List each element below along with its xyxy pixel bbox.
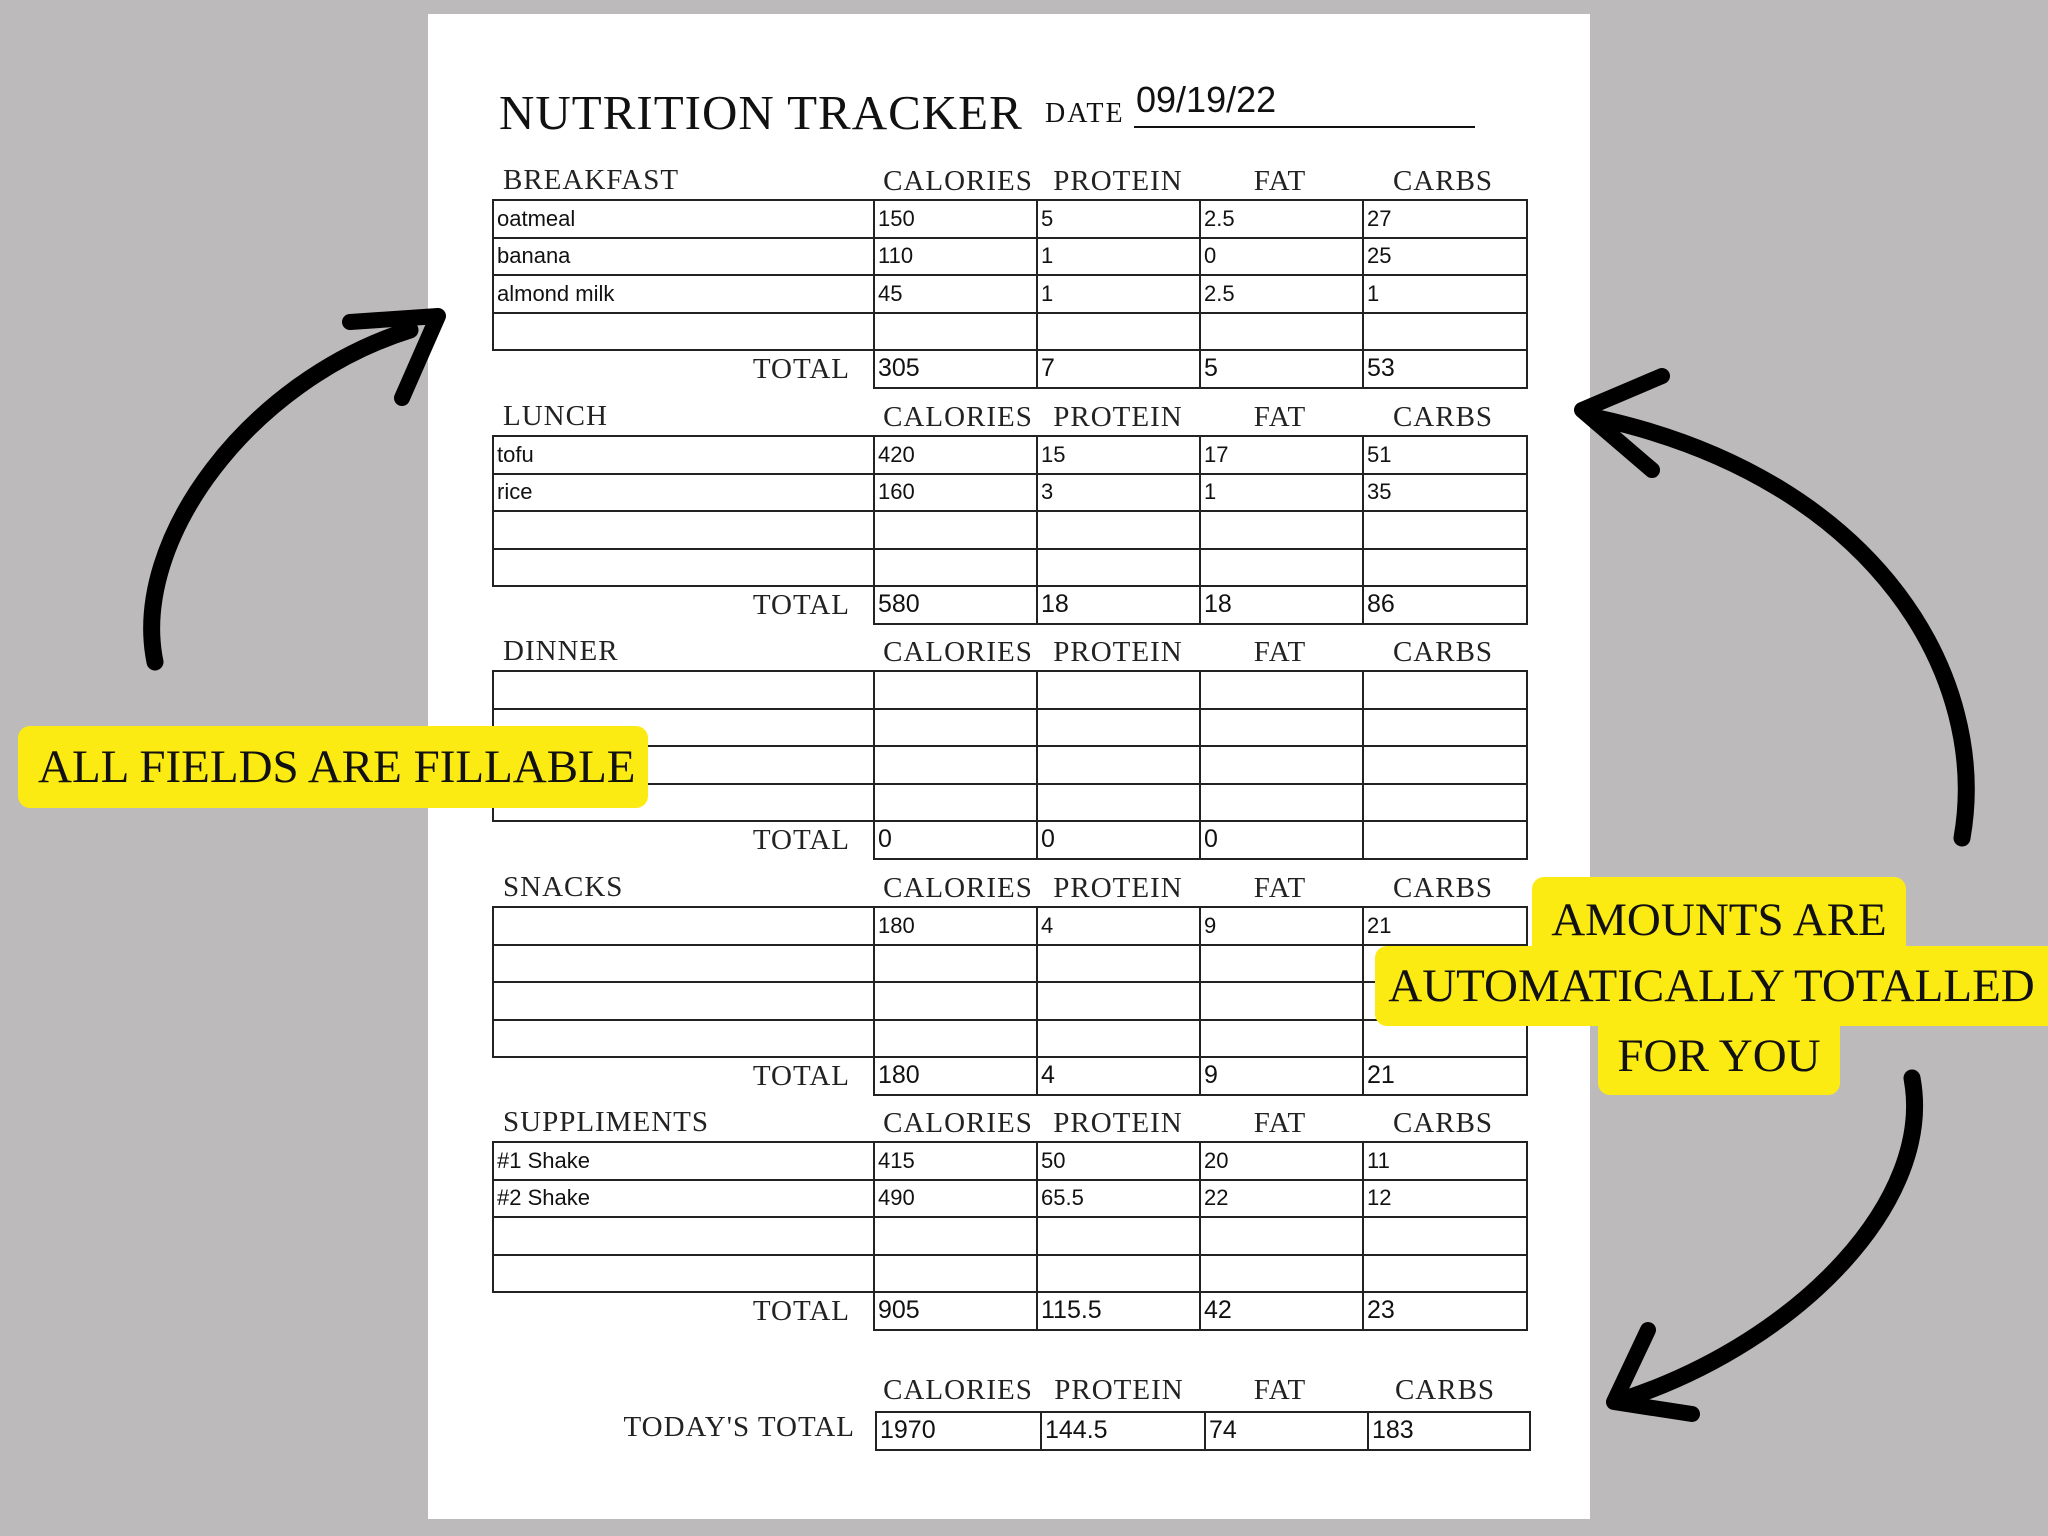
food-cell[interactable]: oatmeal (493, 200, 874, 238)
section-label-dinner: DINNER (503, 635, 619, 667)
total-protein[interactable]: 4 (1037, 1057, 1200, 1095)
page-title: NUTRITION TRACKER (499, 85, 1023, 140)
protein-cell[interactable]: 1 (1037, 238, 1200, 276)
calories-cell[interactable]: 180 (874, 907, 1037, 945)
col-header-protein: PROTEIN (1053, 636, 1183, 668)
col-header-fat: FAT (1253, 165, 1307, 197)
total-label: TOTAL (752, 1060, 850, 1092)
total-fat[interactable]: 5 (1200, 350, 1363, 388)
col-header-calories: CALORIES (883, 401, 1033, 433)
col-header-fat: FAT (1253, 636, 1307, 668)
todays-total-calories[interactable]: 1970 (876, 1412, 1041, 1450)
section-label-breakfast: BREAKFAST (503, 164, 680, 196)
callout-totalled-line1: AMOUNTS ARE (1532, 877, 1906, 949)
arrow-right-bottom-icon (1628, 1078, 1915, 1398)
col-header-carbs: CARBS (1392, 872, 1494, 904)
carbs-cell[interactable]: 51 (1363, 436, 1527, 474)
total-protein[interactable]: 18 (1037, 586, 1200, 624)
col-header-protein: PROTEIN (1053, 872, 1183, 904)
col-header-carbs: CARBS (1392, 401, 1494, 433)
total-label: TOTAL (752, 353, 850, 385)
total-protein[interactable]: 115.5 (1037, 1292, 1200, 1330)
calories-cell[interactable]: 110 (874, 238, 1037, 276)
protein-cell[interactable]: 5 (1037, 200, 1200, 238)
carbs-cell[interactable]: 11 (1363, 1142, 1527, 1180)
total-fat[interactable]: 9 (1200, 1057, 1363, 1095)
total-fat[interactable]: 18 (1200, 586, 1363, 624)
fat-cell[interactable]: 2.5 (1200, 275, 1363, 313)
food-cell[interactable]: rice (493, 474, 874, 512)
todays-total-col-fat: FAT (1253, 1374, 1307, 1406)
col-header-protein: PROTEIN (1053, 1107, 1183, 1139)
col-header-calories: CALORIES (883, 872, 1033, 904)
total-calories[interactable]: 580 (874, 586, 1037, 624)
calories-cell[interactable]: 420 (874, 436, 1037, 474)
total-label: TOTAL (752, 824, 850, 856)
calories-cell[interactable]: 150 (874, 200, 1037, 238)
arrow-right-top-icon (1598, 418, 1966, 838)
callout-totalled-line3: FOR YOU (1598, 1023, 1840, 1095)
calories-cell[interactable]: 45 (874, 275, 1037, 313)
carbs-cell[interactable]: 25 (1363, 238, 1527, 276)
food-cell[interactable]: #2 Shake (493, 1180, 874, 1218)
carbs-cell[interactable]: 35 (1363, 474, 1527, 512)
col-header-carbs: CARBS (1392, 165, 1494, 197)
protein-cell[interactable]: 50 (1037, 1142, 1200, 1180)
total-calories[interactable]: 305 (874, 350, 1037, 388)
col-header-protein: PROTEIN (1053, 165, 1183, 197)
fat-cell[interactable]: 20 (1200, 1142, 1363, 1180)
total-carbs[interactable]: 53 (1363, 350, 1527, 388)
col-header-fat: FAT (1253, 401, 1307, 433)
calories-cell[interactable]: 160 (874, 474, 1037, 512)
arrow-left-icon (152, 330, 410, 662)
protein-cell[interactable]: 1 (1037, 275, 1200, 313)
food-cell[interactable]: #1 Shake (493, 1142, 874, 1180)
todays-total-fat[interactable]: 74 (1205, 1412, 1368, 1450)
col-header-fat: FAT (1253, 872, 1307, 904)
todays-total-protein[interactable]: 144.5 (1041, 1412, 1205, 1450)
fat-cell[interactable]: 1 (1200, 474, 1363, 512)
fat-cell[interactable]: 17 (1200, 436, 1363, 474)
food-cell[interactable]: banana (493, 238, 874, 276)
total-calories[interactable]: 180 (874, 1057, 1037, 1095)
todays-total-label: TODAY'S TOTAL (623, 1411, 855, 1443)
protein-cell[interactable]: 4 (1037, 907, 1200, 945)
carbs-cell[interactable]: 27 (1363, 200, 1527, 238)
date-label: DATE (1045, 98, 1125, 129)
total-calories[interactable]: 0 (874, 821, 1037, 859)
calories-cell[interactable]: 415 (874, 1142, 1037, 1180)
total-label: TOTAL (752, 1295, 850, 1327)
fat-cell[interactable]: 9 (1200, 907, 1363, 945)
protein-cell[interactable]: 15 (1037, 436, 1200, 474)
callout-totalled-line2: AUTOMATICALLY TOTALLED (1375, 946, 2048, 1026)
total-fat[interactable]: 42 (1200, 1292, 1363, 1330)
food-cell[interactable]: tofu (493, 436, 874, 474)
section-label-snacks: SNACKS (503, 871, 624, 903)
fat-cell[interactable]: 2.5 (1200, 200, 1363, 238)
total-calories[interactable]: 905 (874, 1292, 1037, 1330)
protein-cell[interactable]: 3 (1037, 474, 1200, 512)
total-label: TOTAL (752, 589, 850, 621)
carbs-cell[interactable]: 1 (1363, 275, 1527, 313)
total-carbs[interactable]: 86 (1363, 586, 1527, 624)
col-header-calories: CALORIES (883, 1107, 1033, 1139)
todays-total-col-carbs: CARBS (1394, 1374, 1496, 1406)
col-header-fat: FAT (1253, 1107, 1307, 1139)
total-protein[interactable]: 7 (1037, 350, 1200, 388)
total-carbs[interactable]: 21 (1363, 1057, 1527, 1095)
fat-cell[interactable]: 0 (1200, 238, 1363, 276)
todays-total-col-protein: PROTEIN (1054, 1374, 1184, 1406)
fat-cell[interactable]: 22 (1200, 1180, 1363, 1218)
total-fat[interactable]: 0 (1200, 821, 1363, 859)
col-header-protein: PROTEIN (1053, 401, 1183, 433)
col-header-carbs: CARBS (1392, 636, 1494, 668)
date-field[interactable]: 09/19/22 (1134, 78, 1475, 128)
food-cell[interactable]: almond milk (493, 275, 874, 313)
todays-total-carbs[interactable]: 183 (1368, 1412, 1530, 1450)
col-header-calories: CALORIES (883, 165, 1033, 197)
calories-cell[interactable]: 490 (874, 1180, 1037, 1218)
carbs-cell[interactable]: 21 (1363, 907, 1527, 945)
col-header-carbs: CARBS (1392, 1107, 1494, 1139)
protein-cell[interactable]: 65.5 (1037, 1180, 1200, 1218)
section-label-lunch: LUNCH (503, 400, 608, 432)
total-carbs[interactable]: 23 (1363, 1292, 1527, 1330)
todays-total-col-calories: CALORIES (883, 1374, 1033, 1406)
section-label-suppliments: SUPPLIMENTS (503, 1106, 709, 1138)
total-protein[interactable]: 0 (1037, 821, 1200, 859)
carbs-cell[interactable]: 12 (1363, 1180, 1527, 1218)
col-header-calories: CALORIES (883, 636, 1033, 668)
callout-fillable: ALL FIELDS ARE FILLABLE (18, 726, 648, 808)
